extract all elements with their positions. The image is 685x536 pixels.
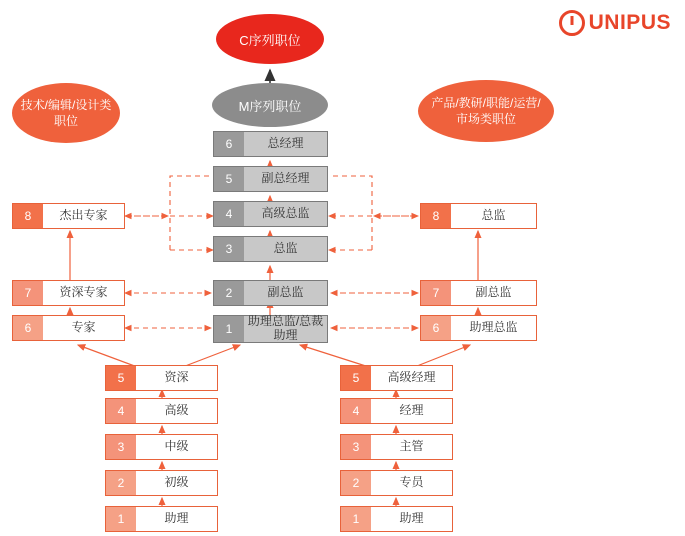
m-node-2-level: 2 — [214, 281, 244, 305]
m-node-1-level: 1 — [214, 316, 244, 342]
right-director-node-7-label: 副总监 — [451, 281, 536, 305]
left-expert-node-7-label: 资深专家 — [43, 281, 124, 305]
m-node-1 — [213, 315, 328, 343]
m-node-6-label: 总经理 — [244, 132, 327, 156]
right-director-node-6-level: 6 — [421, 316, 451, 340]
left-p-node-2-level: 2 — [106, 471, 136, 495]
left-p-node-3 — [105, 434, 218, 460]
right-p-node-1 — [340, 506, 453, 532]
right-director-node-8-level: 8 — [421, 204, 451, 228]
left-expert-node-8-level: 8 — [13, 204, 43, 228]
left-p-node-1-level: 1 — [106, 507, 136, 531]
m-sequence-node — [212, 83, 328, 127]
right-p-node-5-label: 高级经理 — [371, 366, 452, 390]
unipus-logo — [559, 10, 671, 36]
right-p-node-5-level: 5 — [341, 366, 371, 390]
left-expert-node-8 — [12, 203, 125, 229]
left-expert-node-6-level: 6 — [13, 316, 43, 340]
left-category-text: 技术/编辑/设计类职位 — [20, 97, 112, 128]
left-p-node-3-label: 中级 — [136, 435, 217, 459]
left-expert-node-8-label: 杰出专家 — [43, 204, 124, 228]
m-node-3-label: 总监 — [244, 237, 327, 261]
right-p-node-3 — [340, 434, 453, 460]
left-p-node-4-level: 4 — [106, 399, 136, 423]
m-node-6 — [213, 131, 328, 157]
left-expert-node-7 — [12, 280, 125, 306]
right-director-node-6-label: 助理总监 — [451, 316, 536, 340]
left-expert-node-6-label: 专家 — [43, 316, 124, 340]
left-p-node-5-level: 5 — [106, 366, 136, 390]
right-p-node-2 — [340, 470, 453, 496]
left-p-node-4-label: 高级 — [136, 399, 217, 423]
left-category-label — [12, 83, 120, 143]
right-director-node-8-label: 总监 — [451, 204, 536, 228]
right-director-node-7 — [420, 280, 537, 306]
m-node-1-label: 助理总监/总裁助理 — [244, 316, 327, 342]
m-node-3 — [213, 236, 328, 262]
right-director-node-8 — [420, 203, 537, 229]
left-p-node-2-label: 初级 — [136, 471, 217, 495]
right-p-node-3-label: 主管 — [371, 435, 452, 459]
right-category-text: 产品/教研/职能/运营/市场类职位 — [431, 95, 541, 126]
c-sequence-label: C序列职位 — [239, 32, 301, 48]
m-node-4-level: 4 — [214, 202, 244, 226]
m-node-2 — [213, 280, 328, 306]
right-p-node-4 — [340, 398, 453, 424]
right-p-node-2-level: 2 — [341, 471, 371, 495]
m-node-5-level: 5 — [214, 167, 244, 191]
right-p-node-4-level: 4 — [341, 399, 371, 423]
left-p-node-1 — [105, 506, 218, 532]
m-node-4 — [213, 201, 328, 227]
c-sequence-node — [216, 14, 324, 64]
right-p-node-3-level: 3 — [341, 435, 371, 459]
logo-text: UNIPUS — [588, 11, 671, 34]
m-node-3-level: 3 — [214, 237, 244, 261]
m-sequence-label: M序列职位 — [238, 98, 302, 114]
left-expert-node-6 — [12, 315, 125, 341]
left-p-node-4 — [105, 398, 218, 424]
m-node-4-label: 高级总监 — [244, 202, 327, 226]
m-node-6-level: 6 — [214, 132, 244, 156]
left-expert-node-7-level: 7 — [13, 281, 43, 305]
right-director-node-7-level: 7 — [421, 281, 451, 305]
right-p-node-5 — [340, 365, 453, 391]
right-p-node-1-label: 助理 — [371, 507, 452, 531]
left-p-node-1-label: 助理 — [136, 507, 217, 531]
m-node-5 — [213, 166, 328, 192]
right-p-node-4-label: 经理 — [371, 399, 452, 423]
m-node-2-label: 副总监 — [244, 281, 327, 305]
left-p-node-2 — [105, 470, 218, 496]
right-p-node-2-label: 专员 — [371, 471, 452, 495]
right-director-node-6 — [420, 315, 537, 341]
left-p-node-5-label: 资深 — [136, 366, 217, 390]
unipus-ring-icon — [559, 10, 585, 36]
right-p-node-1-level: 1 — [341, 507, 371, 531]
left-p-node-5 — [105, 365, 218, 391]
left-p-node-3-level: 3 — [106, 435, 136, 459]
right-category-label — [418, 80, 554, 142]
m-node-5-label: 副总经理 — [244, 167, 327, 191]
